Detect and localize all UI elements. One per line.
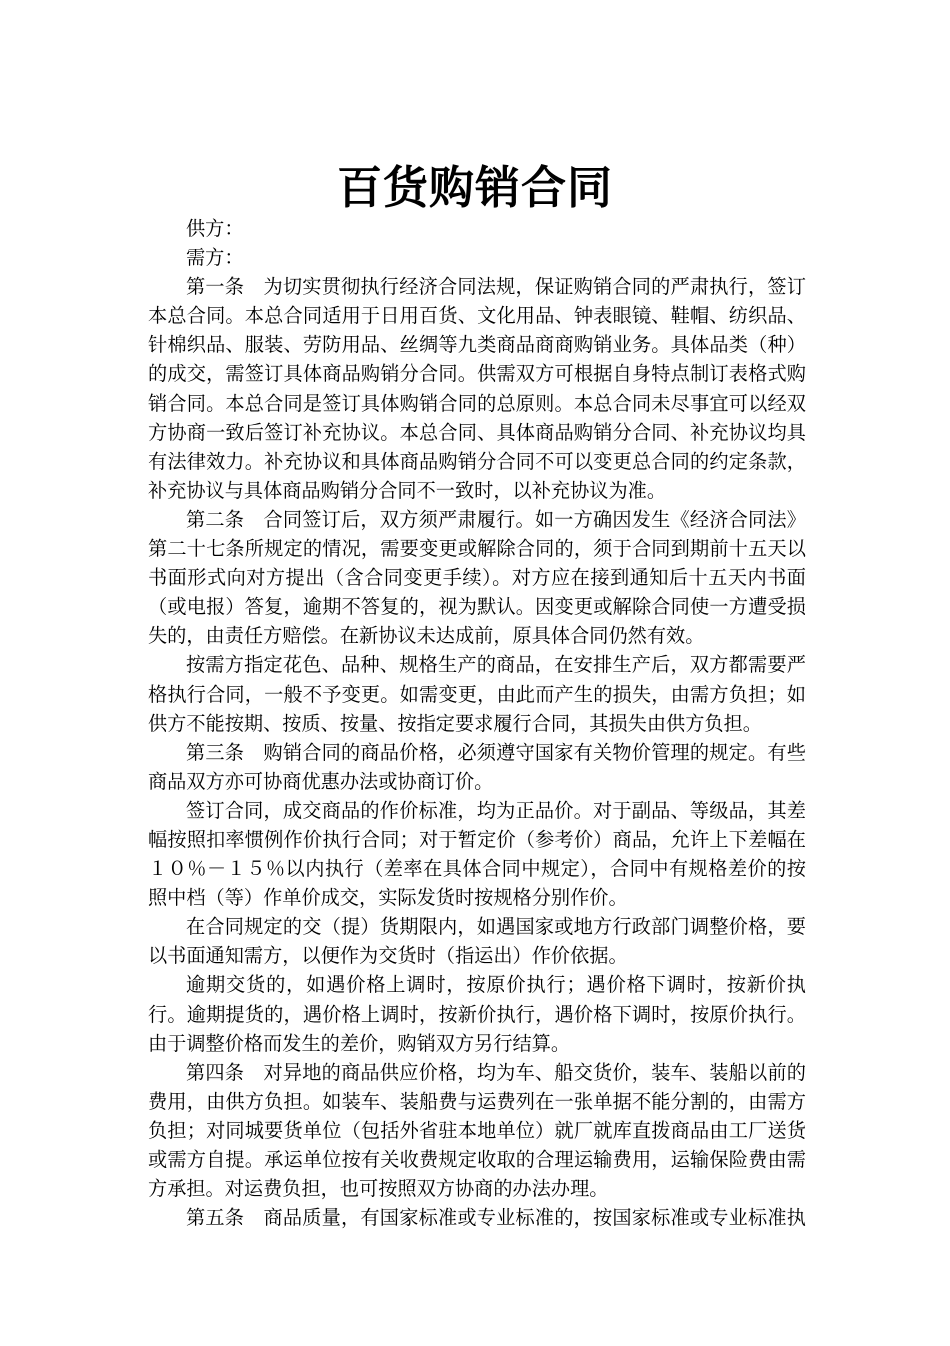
text-line: 第二十七条所规定的情况，需要变更或解除合同的，须于合同到期前十五天以 [148,539,806,561]
text-line: 照中档（等）作单价成交，实际发货时按规格分别作价。 [148,888,628,910]
text-line: 方协商一致后签订补充协议。本总合同、具体商品购销分合同、补充协议均具 [148,422,806,444]
text-line: 第二条 合同签订后，双方须严肃履行。如一方确因发生《经济合同法》 [186,509,806,531]
text-line: 第五条 商品质量，有国家标准或专业标准的，按国家标准或专业标准执 [186,1208,806,1230]
text-line: 销合同。本总合同是签订具体购销合同的总原则。本总合同未尽事宜可以经双 [148,393,806,415]
text-line: 第一条 为切实贯彻执行经济合同法规，保证购销合同的严肃执行，签订 [186,277,806,299]
text-line: 由于调整价格而发生的差价，购销双方另行结算。 [148,1033,571,1055]
text-line: 失的，由责任方赔偿。在新协议未达成前，原具体合同仍然有效。 [148,626,705,648]
text-line: 逾期交货的，如遇价格上调时，按原价执行；遇价格下调时，按新价执 [186,975,806,997]
text-line: １０％－１５％以内执行（差率在具体合同中规定），合同中有规格差价的按 [148,859,806,881]
text-line: 本总合同。本总合同适用于日用百货、文化用品、钟表眼镜、鞋帽、纺织品、 [148,306,806,328]
text-line: 按需方指定花色、品种、规格生产的商品，在安排生产后，双方都需要严 [186,655,806,677]
text-line: 在合同规定的交（提）货期限内，如遇国家或地方行政部门调整价格，要 [186,917,806,939]
text-line: 第四条 对异地的商品供应价格，均为车、船交货价，装车、装船以前的 [186,1062,806,1084]
text-line: 负担；对同城要货单位（包括外省驻本地单位）就厂就库直拨商品由工厂送货 [148,1120,806,1142]
text-line: 或需方自提。承运单位按有关收费规定收取的合理运输费用，运输保险费由需 [148,1150,806,1171]
text-line: 有法律效力。补充协议和具体商品购销分合同不可以变更总合同的约定条款， [148,451,806,473]
text-line: 行。逾期提货的，遇价格上调时，按新价执行，遇价格下调时，按原价执行。 [148,1004,806,1026]
text-line: 供方： [186,219,244,240]
text-line: 幅按照扣率惯例作价执行合同；对于暂定价（参考价）商品，允许上下差幅在 [148,829,806,851]
text-line: 费用，由供方负担。如装车、装船费与运费列在一张单据不能分割的，由需方 [148,1091,806,1113]
text-line: 补充协议与具体商品购销分合同不一致时，以补充协议为准。 [148,480,667,502]
document-body [148,215,806,1233]
text-line: 商品双方亦可协商优惠办法或协商订价。 [148,771,494,793]
text-line: 针棉织品、服装、劳防用品、丝绸等九类商品商商购销业务。具体品类（种） [148,335,806,357]
text-line: 的成交，需签订具体商品购销分合同。供需双方可根据自身特点制订表格式购 [148,364,806,386]
text-line: 方承担。对运费负担，也可按照双方协商的办法办理。 [148,1179,609,1201]
text-line: 需方： [186,248,244,270]
text-line: 供方不能按期、按质、按量、按指定要求履行合同，其损失由供方负担。 [148,713,762,735]
text-line: 签订合同，成交商品的作价标准，均为正品价。对于副品、等级品，其差 [186,800,806,822]
text-line: （或电报）答复，逾期不答复的，视为默认。因变更或解除合同使一方遭受损 [148,597,806,619]
text-line: 第三条 购销合同的商品价格，必须遵守国家有关物价管理的规定。有些 [186,742,806,764]
text-line: 书面形式向对方提出（含合同变更手续）。对方应在接到通知后十五天内书面 [148,568,806,590]
document-title: 百货购销合同 [336,162,613,214]
text-line: 以书面通知需方，以便作为交货时（指运出）作价依据。 [148,946,628,968]
text-line: 格执行合同，一般不予变更。如需变更，由此而产生的损失，由需方负担；如 [148,684,806,706]
